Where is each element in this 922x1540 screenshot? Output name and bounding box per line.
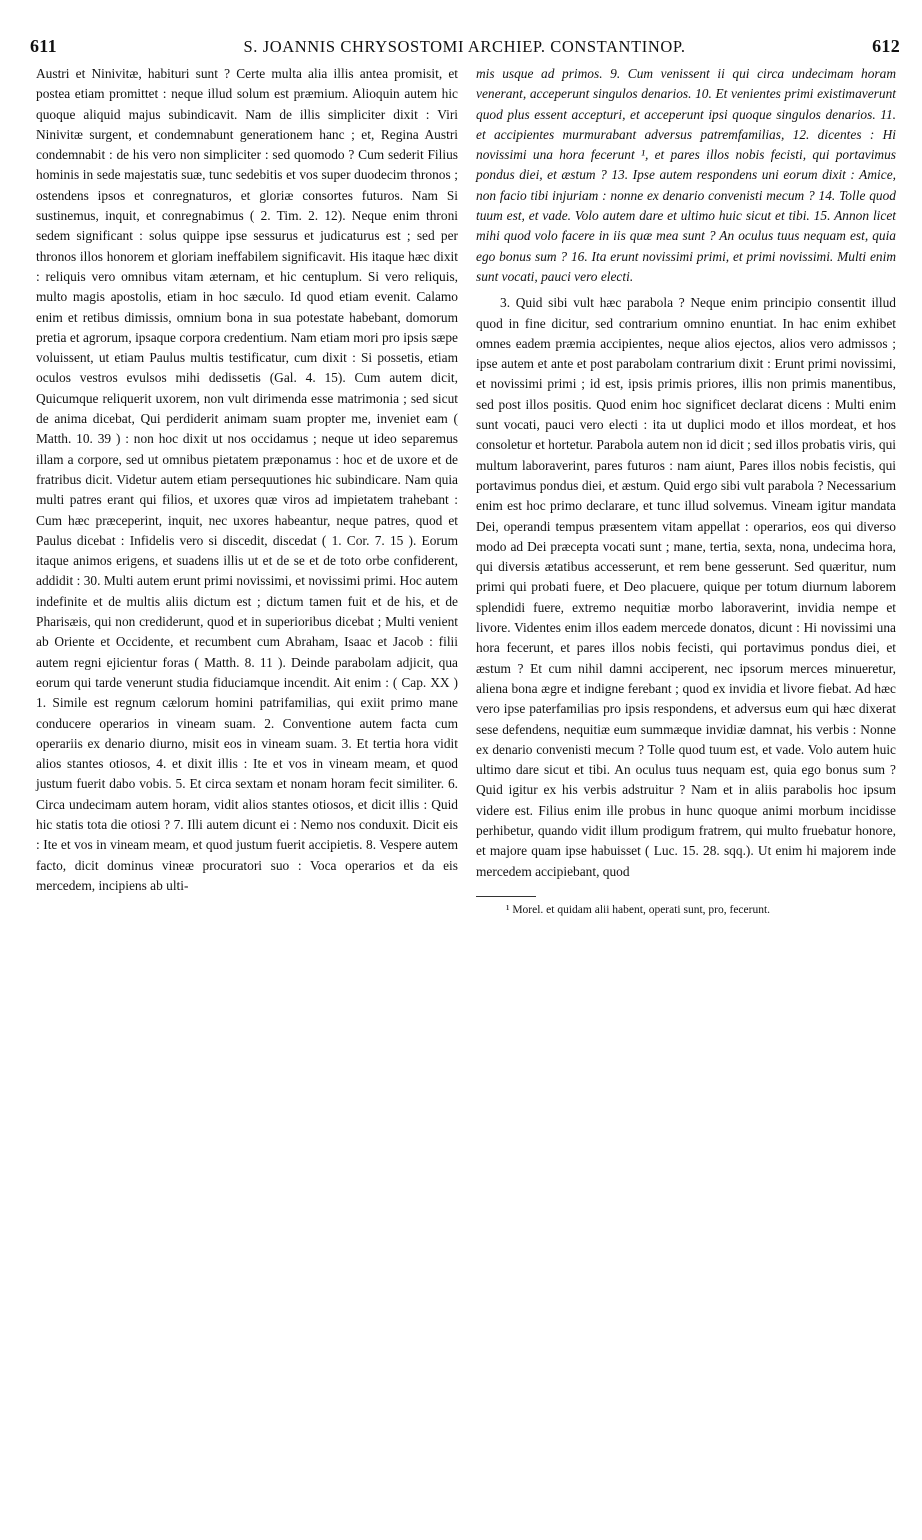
right-paragraph-1: mis usque ad primos. 9. Cum venissent ii qui circa undecimam horam venerant, acceperunt singulos denarios. 10. Et venientes primi existimaverunt quod plus essent accepturi, et acceperunt ipsi quoque singulos denarios. 11. et accipientes murmurabant adversus patremfamilias, 12. dicentes : Hi novissimi una hora fecerunt ¹, et pares illos nobis fecisti, qui portavimus pondus diei, et æstum ? 13. Ipse autem respondens uni eorum dixit : Amice, non facio tibi injuriam : nonne ex denario convenisti mecum ? 14. Tolle quod tuum est, et vade. Volo autem dare et ultimo huic sicut et tibi. 15. Annon licet mihi quod volo facere in iis quæ mea sunt ? An oculus tuus nequam est, quia ego bonus sum ? 16. Ita erunt novissimi primi, et primi novissimi. Multi enim sunt vocati, pauci vero electi.: [476, 66, 896, 284]
footnote-divider: [476, 896, 536, 897]
left-page-number: 611: [30, 36, 57, 56]
right-page-number: 612: [872, 36, 900, 56]
right-column: [476, 64, 896, 918]
footnote: ¹ Morel. et quidam alii habent, operati sunt, pro, fecerunt.: [506, 903, 771, 916]
running-title: S. JOANNIS CHRYSOSTOMI ARCHIEP. CONSTANTINOP.: [243, 37, 686, 56]
running-header: [30, 36, 900, 62]
left-paragraph-1: Austri et Ninivitæ, habituri sunt ? Certe multa alia illis antea promisit, et postea etiam promittet : neque illud solum est præmium. Alioquin autem hic quoque aliquid majus subindicavit. Nam de illis simpliciter dixit : Viri Ninivitæ surgent, et condemnabunt generationem hanc ; et, Regina Austri condemnabit : de his vero non simpliciter : sed quomodo ? Cum sederit Filius hominis in sede majestatis suæ, tunc sedebitis et vos super duodecim thronos ; ostendens ipsos et conregnaturos, et gloriæ consortes futuros. Nam Si sustinemus, inquit, et conregnabimus ( 2. Tim. 2. 12). Neque enim throni sedem significant : solus quippe ipse sessurus et judicaturus est ; sed per thronos illos honorem et gloriam ineffabilem significavit. His itaque hæc dixit : reliquis vero omnibus vitam æternam, et hic centuplum. Si vero reliquis, multo magis apostolis, etiam in hoc sæculo. Id quod etiam evenit. Calamo enim et retibus dimissis, omnium bona in sua potestate habebant, domorum pretia et agrorum, ipsaque corpora credentium. Nam etiam mori pro ipsis sæpe voluissent, ut etiam Paulus multis testificatur, cum dixit : Si possetis, etiam oculos vestros evulsos mihi dedissetis (Gal. 4. 15). Cum autem dicit, Quicumque reliquerit uxorem, non vult dirimenda esse matrimonia ; sed sicut de anima dicebat, Qui perdiderit animam suam propter me, inveniet eam ( Matth. 10. 39 ) : non hoc dixit ut nos occidamus ; neque ut ideo separemus illam a corpore, sed ut omnibus pietatem præponamus : hoc et de uxore et de fratribus dicit. Videtur autem etiam persequutiones hic subindicare. Nam quia multi patres erant qui filios, et uxores quæ viros ad impietatem trahebant : Cum hæc præceperint, inquit, nec uxores habeantur, neque patres, quod et Paulus dicebat : Infidelis vero si discedit, discedat ( 1. Cor. 7. 15 ). Eorum itaque animos erigens, et suadens illis ut et de se et de toto orbe confiderent, addidit : 30. Multi autem erunt primi novissimi, et novissimi primi. Hoc autem indefinite et de multis aliis dictum est ; dictum tamen fuit et de his, et de Pharisæis, qui non crediderunt, quod et in superioribus dicebat ; Multi venient ab Oriente et Occidente, et recumbent cum Abraham, Isaac et Jacob : filii autem regni ejicientur foras ( Matth. 8. 11 ). Deinde parabolam adjicit, qua eorum qui tarde venerunt studia fiduciamque incendit. Ait enim : ( Cap. XX ) 1. Simile est regnum cælorum homini patrifamilias, qui exiit primo mane conducere operarios in vineam suam. 2. Conventione autem facta cum operariis ex denario diurno, misit eos in vineam suam. 3. Et tertia hora vidit alios stantes otiosos, 4. et dixit illis : Ite et vos in vineam meam, et quod justum fuerit dabo vobis. 5. Et circa sextam et nonam horam fecit similiter. 6. Circa undecimam autem horam, vidit alios stantes otiosos, et dicit illis : Quid hic statis tota die otiosi ? 7. Illi autem dicunt ei : Nemo nos conduxit. Dicit eis : Ite et vos in vineam meam, et quod justum fuerit accipietis. 8. Vespere autem facto, dicit dominus vineæ procuratori suo : Voca operarios et da eis mercedem, incipiens ab ulti-: [36, 66, 458, 893]
left-column: [36, 64, 458, 896]
right-paragraph-2: 3. Quid sibi vult hæc parabola ? Neque enim principio consentit illud quod in fine dicitur, sed contrarium omnino enuntiat. In hac enim exhibet omnes eadem præmia accipientes, neque alios ejectos, alios vero admissos ; ipse autem et ante et post parabolam contrarium dixit : Erunt primi novissimi, et novissimi primi ; id est, ipsis primis priores, illis non primis manentibus, sed post illos positis. Quod enim hoc significet declarat dicens : Multi enim sunt vocati, pauci vero electi : ita ut duplici modo et illos mordeat, et hos consoletur et hortetur. Parabola autem non id dicit ; sed illos probatis viris, qui multum laboraverint, pares futuros : nam aiunt, Pares illos nobis fecistis, qui portavimus pondus diei, et æstum. Quid ergo sibi vult parabola ? Necessarium enim est hoc primo declarare, et tunc illud solvemus. Vineam igitur mandata Dei, operandi tempus præsentem vitam appellat : operarios, eos qui diverso modo ad Dei præcepta vocati sunt ; mane, tertia, sexta, nona, undecima hora, qui diversis ætatibus accesserunt, et rem bene gesserunt. Sed quæritur, num primi qui probati fuere, et Deo placuere, quique per totum diurnum laborem splendidi fuere, extremo nequitiæ morbo laboraverint, invidia nempe et livore. Videntes enim illos eadem mercede donatos, dicunt : Hi novissimi una hora fecerunt, et pares illos nobis fecisti, qui portavimus pondus diei, et æstum ? Et cum nihil damni acciperent, nec ipsorum merces minueretur, aliena bona ægre et indigne ferebant ; quod ex invidia et livore fiebat. Ad hæc vero ipse paterfamilias pro ipsis respondens, et adversus eum qui hæc dixerat sese defendens, nequitiæ eum summæque invidiæ damnat, his verbis : Nonne ex denario convenisti mecum ? Tolle quod tuum est, et vade. Volo autem huic ultimo dare sicut et tibi. An oculus tuus nequam est, quia ego bonus sum ? Quid igitur ex his verbis adstruitur ? Nam et in aliis parabolis hoc ipsum videre est. Filius enim ille probus in hunc quoque animi morbum incidisse perhibetur, quando vidit illum prodigum fratrem, qui multo fruebatur honore, et majore quam ipse habuisset ( Luc. 15. 28. sqq.). Ut enim hi majorem inde mercedem accipiebant, quod: [476, 295, 896, 879]
